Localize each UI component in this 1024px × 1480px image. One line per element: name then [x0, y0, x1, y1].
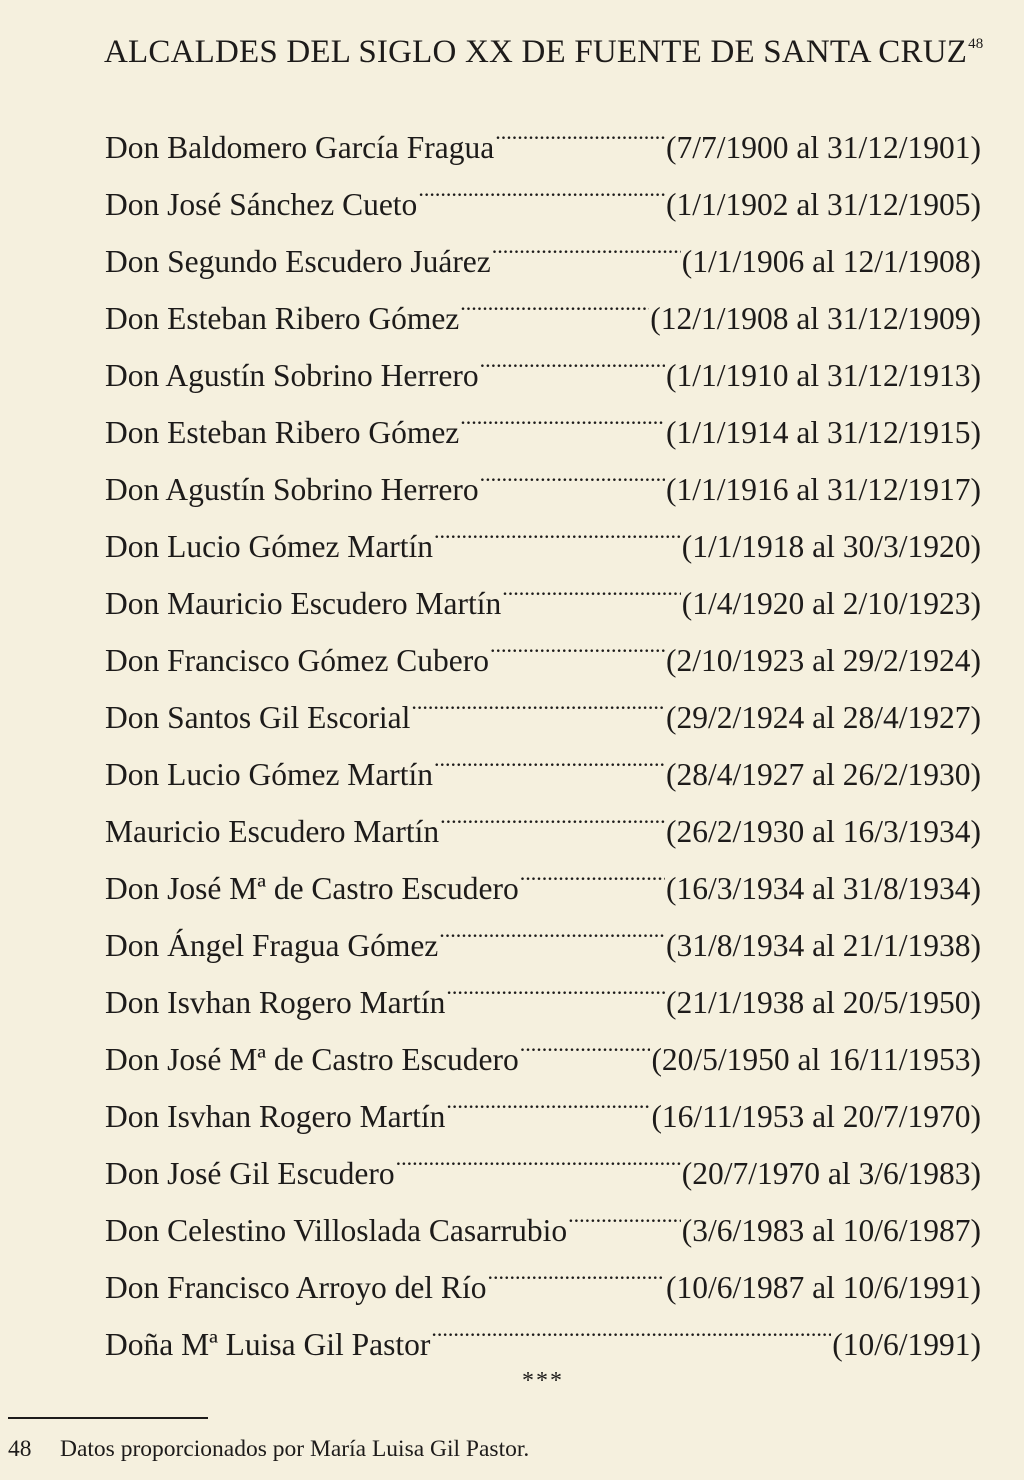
- dot-leader: [446, 1075, 650, 1127]
- mayor-name: Don José Mª de Castro Escudero: [105, 1042, 519, 1077]
- mayor-name: Don Isvhan Rogero Martín: [105, 1099, 446, 1134]
- dot-leader: [490, 619, 665, 671]
- term-dates: (10/6/1987 al 10/6/1991): [666, 1270, 981, 1305]
- term-dates: (2/10/1923 al 29/2/1924): [666, 643, 981, 678]
- term-dates: (1/1/1906 al 12/1/1908): [681, 244, 981, 279]
- dot-leader: [434, 505, 681, 557]
- dot-leader: [520, 847, 665, 899]
- dot-leader: [492, 220, 681, 272]
- term-dates: (7/7/1900 al 31/12/1901): [666, 130, 981, 165]
- mayor-row: [105, 106, 981, 163]
- mayor-name: Don Segundo Escudero Juárez: [105, 244, 491, 279]
- term-dates: (20/7/1970 al 3/6/1983): [681, 1156, 981, 1191]
- term-dates: (21/1/1938 al 20/5/1950): [666, 985, 981, 1020]
- term-dates: (1/1/1914 al 31/12/1915): [666, 415, 981, 450]
- footnote: [8, 1432, 529, 1466]
- mayor-name: Don José Gil Escudero: [105, 1156, 395, 1191]
- term-dates: (12/1/1908 al 31/12/1909): [650, 301, 981, 336]
- term-dates: (16/11/1953 al 20/7/1970): [651, 1099, 981, 1134]
- dot-leader: [440, 790, 665, 842]
- footnote-text: Datos proporcionados por María Luisa Gil Pastor.: [60, 1436, 530, 1462]
- mayor-name: Don Ángel Fragua Gómez: [105, 928, 439, 963]
- mayor-name: Don Francisco Gómez Cubero: [105, 643, 490, 678]
- dot-leader: [446, 961, 665, 1013]
- term-dates: (10/6/1991): [832, 1327, 981, 1362]
- mayor-name: Don Agustín Sobrino Herrero: [105, 472, 479, 507]
- dot-leader: [460, 277, 649, 329]
- page-title: [104, 32, 984, 78]
- term-dates: (1/1/1918 al 30/3/1920): [681, 529, 981, 564]
- term-dates: (16/3/1934 al 31/8/1934): [666, 871, 981, 906]
- dot-leader: [495, 106, 665, 158]
- dot-leader: [460, 391, 665, 443]
- mayor-name: Don Francisco Arroyo del Río: [105, 1270, 487, 1305]
- mayor-name: Don Isvhan Rogero Martín: [105, 985, 446, 1020]
- term-dates: (1/1/1910 al 31/12/1913): [666, 358, 981, 393]
- term-dates: (28/4/1927 al 26/2/1930): [666, 757, 981, 792]
- dot-leader: [434, 733, 665, 785]
- dot-leader: [480, 334, 665, 386]
- term-dates: (1/1/1916 al 31/12/1917): [666, 472, 981, 507]
- dot-leader: [411, 676, 665, 728]
- footnote-number: 48: [8, 1436, 32, 1462]
- title-text: ALCALDES DEL SIGLO XX DE FUENTE DE SANTA CRUZ: [104, 34, 968, 70]
- term-dates: (31/8/1934 al 21/1/1938): [666, 928, 981, 963]
- mayor-name: Don Esteban Ribero Gómez: [105, 415, 460, 450]
- dot-leader: [520, 1018, 651, 1070]
- mayor-list: [105, 106, 981, 1360]
- mayor-name: Don Celestino Villoslada Casarrubio: [105, 1213, 568, 1248]
- dot-leader: [418, 163, 665, 215]
- mayor-name: Don Baldomero García Fragua: [105, 130, 495, 165]
- term-dates: (26/2/1930 al 16/3/1934): [666, 814, 981, 849]
- mayor-name: Don Mauricio Escudero Martín: [105, 586, 502, 621]
- term-dates: (3/6/1983 al 10/6/1987): [681, 1213, 981, 1248]
- mayor-name: Mauricio Escudero Martín: [105, 814, 440, 849]
- dot-leader: [480, 448, 665, 500]
- mayor-name: Don José Mª de Castro Escudero: [105, 871, 519, 906]
- term-dates: (1/4/1920 al 2/10/1923): [681, 586, 981, 621]
- dot-leader: [431, 1303, 831, 1355]
- mayor-name: Don Lucio Gómez Martín: [105, 757, 434, 792]
- mayor-name: Don Agustín Sobrino Herrero: [105, 358, 479, 393]
- dot-leader: [487, 1246, 665, 1298]
- dot-leader: [396, 1132, 681, 1184]
- term-dates: (20/5/1950 al 16/11/1953): [651, 1042, 981, 1077]
- section-separator: ***: [522, 1368, 564, 1394]
- dot-leader: [568, 1189, 681, 1241]
- dot-leader: [502, 562, 680, 614]
- dot-leader: [439, 904, 665, 956]
- mayor-name: Don Esteban Ribero Gómez: [105, 301, 460, 336]
- mayor-name: Doña Mª Luisa Gil Pastor: [105, 1327, 431, 1362]
- term-dates: (1/1/1902 al 31/12/1905): [666, 187, 981, 222]
- mayor-name: Don Lucio Gómez Martín: [105, 529, 434, 564]
- mayor-name: Don Santos Gil Escorial: [105, 700, 411, 735]
- footnote-reference: 48: [968, 36, 984, 52]
- footnote-divider: [8, 1417, 208, 1419]
- term-dates: (29/2/1924 al 28/4/1927): [666, 700, 981, 735]
- mayor-name: Don José Sánchez Cueto: [105, 187, 418, 222]
